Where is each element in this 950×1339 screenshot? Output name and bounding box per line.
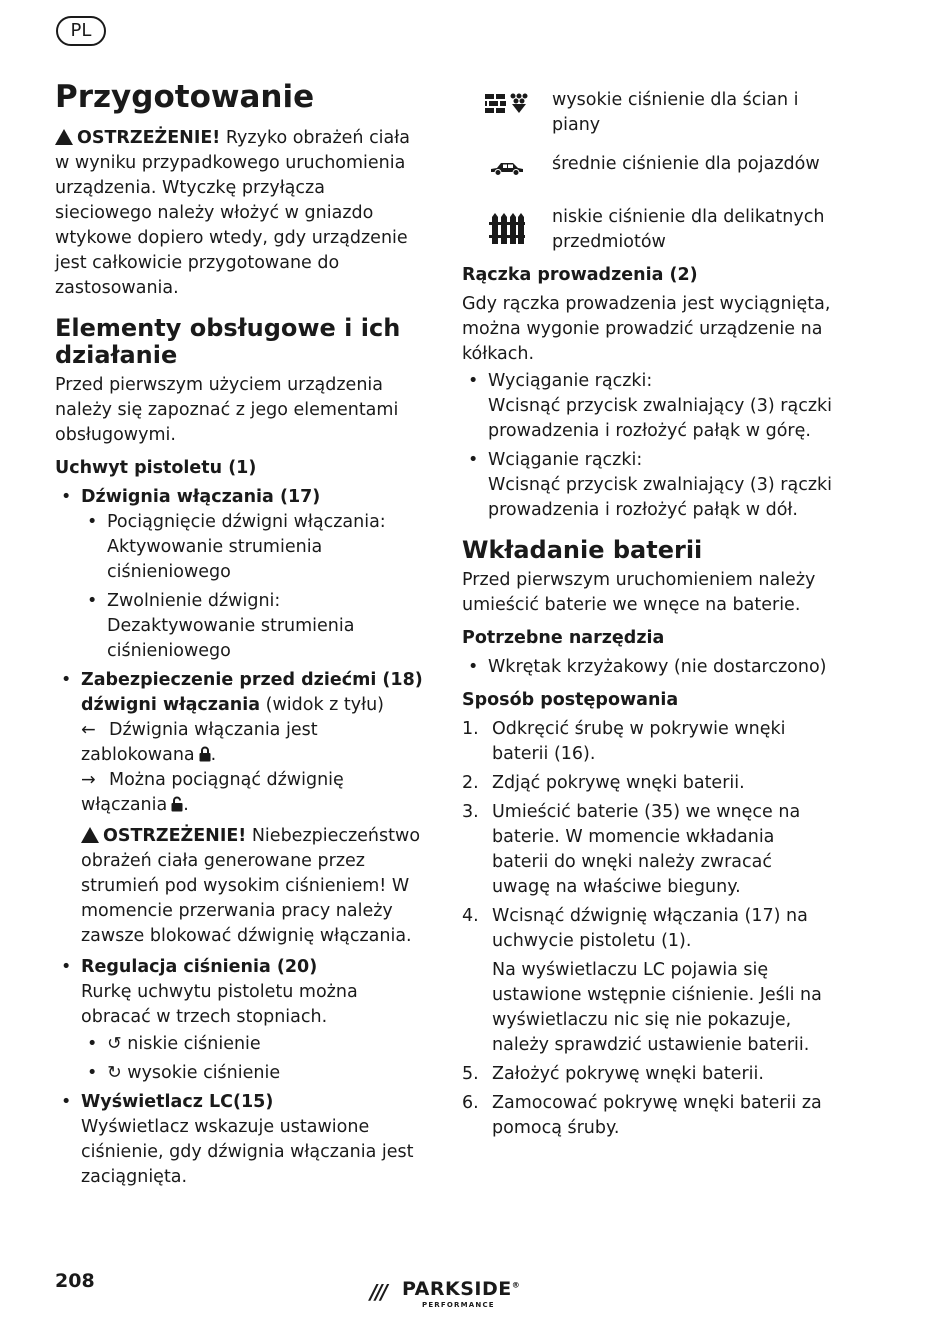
list-item <box>462 369 834 444</box>
step-number: 1. <box>462 719 479 739</box>
step-number: 3. <box>462 802 479 822</box>
logo-mark: /// <box>370 1280 386 1304</box>
step-text: Zdjąć pokrywę wnęki baterii. <box>492 773 745 793</box>
step-text: Umieścić baterie (35) we wnęce na baterie. W momencie wkładania baterii do wnęki należy zwracać uwagę na właściwe bieguny. <box>492 802 801 897</box>
step-number: 6. <box>462 1093 479 1113</box>
right-column <box>462 88 834 1145</box>
pressure-level-row <box>462 152 834 177</box>
low-pressure-text: niskie ciśnienie <box>127 1034 261 1054</box>
logo-registered: ® <box>511 1280 521 1290</box>
pressure-level-text: wysokie ciśnienie dla ścian i piany <box>552 90 799 135</box>
step-number: 4. <box>462 906 479 926</box>
logo-name-text: PARKSIDE <box>402 1278 512 1300</box>
list-item-label: • Wyciąganie rączki: <box>488 371 653 391</box>
warning-text: Ryzyko obrażeń ciała w wyniku przypadkowego uruchomienia urządzenia. Wtyczkę przyłącza sieciowego należy włożyć w gniazdo wtykowe dopiero wtedy, gdy urządzenie jest całkowicie przygotowane do zastosowania. <box>55 128 410 298</box>
controls-intro: Przed pierwszym użyciem urządzenia należy się zapoznać z jego elementami obsługowymi. <box>55 375 399 445</box>
warning-paragraph <box>55 126 423 301</box>
warning-label: OSTRZEŻENIE! <box>77 128 221 148</box>
arrow-left-icon: ← <box>81 720 96 740</box>
list-item-pressure-regulation <box>55 955 423 1086</box>
list-item: • Wkrętak krzyżakowy (nie dostarczono) <box>462 655 834 680</box>
step-number: 5. <box>462 1064 479 1084</box>
step-text: Odkręcić śrubę w pokrywie wnęki baterii (16). <box>492 719 786 764</box>
logo-subtitle: PERFORMANCE <box>422 1301 495 1309</box>
pressure-level-row <box>462 88 834 138</box>
locked-text: Dźwignia włączania jest zablokowana <box>81 720 318 765</box>
guide-handle-list <box>462 369 834 523</box>
list-item-lever <box>55 485 423 664</box>
controls-list <box>55 485 423 1190</box>
car-icon <box>489 160 525 176</box>
warning-triangle-icon <box>81 827 99 843</box>
section-title-battery: Wkładanie baterii <box>462 536 703 564</box>
step-item <box>462 800 834 900</box>
step-text: Zamocować pokrywę wnęki baterii za pomocą śruby. <box>492 1093 822 1138</box>
logo-name <box>402 1278 520 1300</box>
step-item <box>462 1091 834 1141</box>
childlock-suffix: (widok z tyłu) <box>260 695 384 715</box>
warning-text: Niebezpieczeństwo obrażeń ciała generowane przez strumień pod wysokim ciśnieniem! W momencie przerwania pracy należy zawsze blokować dźwignię włączania. <box>81 826 421 946</box>
section-title-preparation: Przygotowanie <box>55 79 315 115</box>
step-item <box>462 1062 834 1087</box>
section-title-controls: Elementy obsługowe i ich działanie <box>55 314 401 369</box>
step-item <box>462 771 834 796</box>
list-item-lcd <box>55 1090 423 1190</box>
childlock-warning <box>81 824 423 949</box>
parkside-logo <box>370 1278 521 1314</box>
step-number: 2. <box>462 773 479 793</box>
gun-handle-title: Uchwyt pistoletu (1) <box>55 458 257 478</box>
list-item-text: Wcisnąć przycisk zwalniający (3) rączki prowadzenia i rozłożyć pałąk w górę. <box>488 396 833 441</box>
procedure-steps <box>462 717 834 1141</box>
list-item <box>462 448 834 523</box>
step-item <box>462 904 834 1058</box>
lock-open-icon <box>171 796 183 812</box>
list-item-label: • Wciąganie rączki: <box>488 450 643 470</box>
guide-handle-text: Gdy rączka prowadzenia jest wyciągnięta, można wygonie prowadzić urządzenie na kółkach. <box>462 294 831 364</box>
step-extra-text: Na wyświetlaczu LC pojawia się ustawione wstępnie ciśnienie. Jeśli na wyświetlaczu nic się nie pokazuje, należy sprawdzić ustawienie baterii. <box>492 960 822 1055</box>
procedure-title: Sposób postępowania <box>462 690 679 710</box>
pressure-level-text: niskie ciśnienie dla delikatnych przedmiotów <box>552 207 825 252</box>
childlock-locked-line: ← Dźwignia włączania jest zablokowana . <box>81 720 318 765</box>
left-column <box>55 76 423 1194</box>
tools-title: Potrzebne narzędzia <box>462 628 665 648</box>
pressure-regulation-title: • Regulacja ciśnienia (20) <box>81 957 318 977</box>
list-item-high <box>81 1061 423 1086</box>
arrow-right-icon: → <box>81 770 96 790</box>
step-item <box>462 717 834 767</box>
childlock-heading <box>81 668 423 718</box>
page-number: 208 <box>55 1270 95 1292</box>
rotate-cw-icon: ↻ <box>107 1063 122 1083</box>
fence-icon <box>489 211 525 245</box>
lock-closed-icon <box>199 746 211 762</box>
childlock-title: Zabezpieczenie przed dziećmi (18) dźwigni włączania <box>81 670 423 715</box>
warning-label: OSTRZEŻENIE! <box>103 826 247 846</box>
wall-foam-icon <box>484 92 530 114</box>
pressure-level-text: średnie ciśnienie dla pojazdów <box>552 154 820 174</box>
tools-list <box>462 655 834 680</box>
list-item-childlock <box>55 668 423 949</box>
lever-title: • Dźwignia włączania (17) <box>81 487 321 507</box>
lcd-text: Wyświetlacz wskazuje ustawione ciśnienie, gdy dźwignia włączania jest zaciągnięta. <box>81 1117 414 1187</box>
pressure-level-row <box>462 205 834 255</box>
high-pressure-text: wysokie ciśnienie <box>127 1063 281 1083</box>
list-item-text: Wcisnąć przycisk zwalniający (3) rączki prowadzenia i rozłożyć pałąk w dół. <box>488 475 833 520</box>
list-item: • Pociągnięcie dźwigni włączania: Aktywowanie strumienia ciśnieniowego <box>81 510 423 585</box>
rotate-ccw-icon: ↺ <box>107 1034 122 1054</box>
pressure-regulation-text: Rurkę uchwytu pistoletu można obracać w trzech stopniach. <box>81 982 358 1027</box>
lever-sublist <box>81 510 423 664</box>
step-text: Wcisnąć dźwignię włączania (17) na uchwycie pistoletu (1). <box>492 906 808 951</box>
guide-handle-title: Rączka prowadzenia (2) <box>462 265 698 285</box>
childlock-unlocked-line: → Można pociągnąć dźwignię włączania . <box>81 770 344 815</box>
list-item-low <box>81 1032 423 1057</box>
step-text: Założyć pokrywę wnęki baterii. <box>492 1064 764 1084</box>
list-item: • Zwolnienie dźwigni: Dezaktywowanie strumienia ciśnieniowego <box>81 589 423 664</box>
warning-triangle-icon <box>55 129 73 145</box>
unlocked-text: Można pociągnąć dźwignię włączania <box>81 770 344 815</box>
language-badge: PL <box>56 16 106 46</box>
pressure-sublist <box>81 1032 423 1086</box>
lcd-title: • Wyświetlacz LC(15) <box>81 1092 274 1112</box>
battery-intro: Przed pierwszym uruchomieniem należy umieścić baterie we wnęce na baterie. <box>462 570 816 615</box>
